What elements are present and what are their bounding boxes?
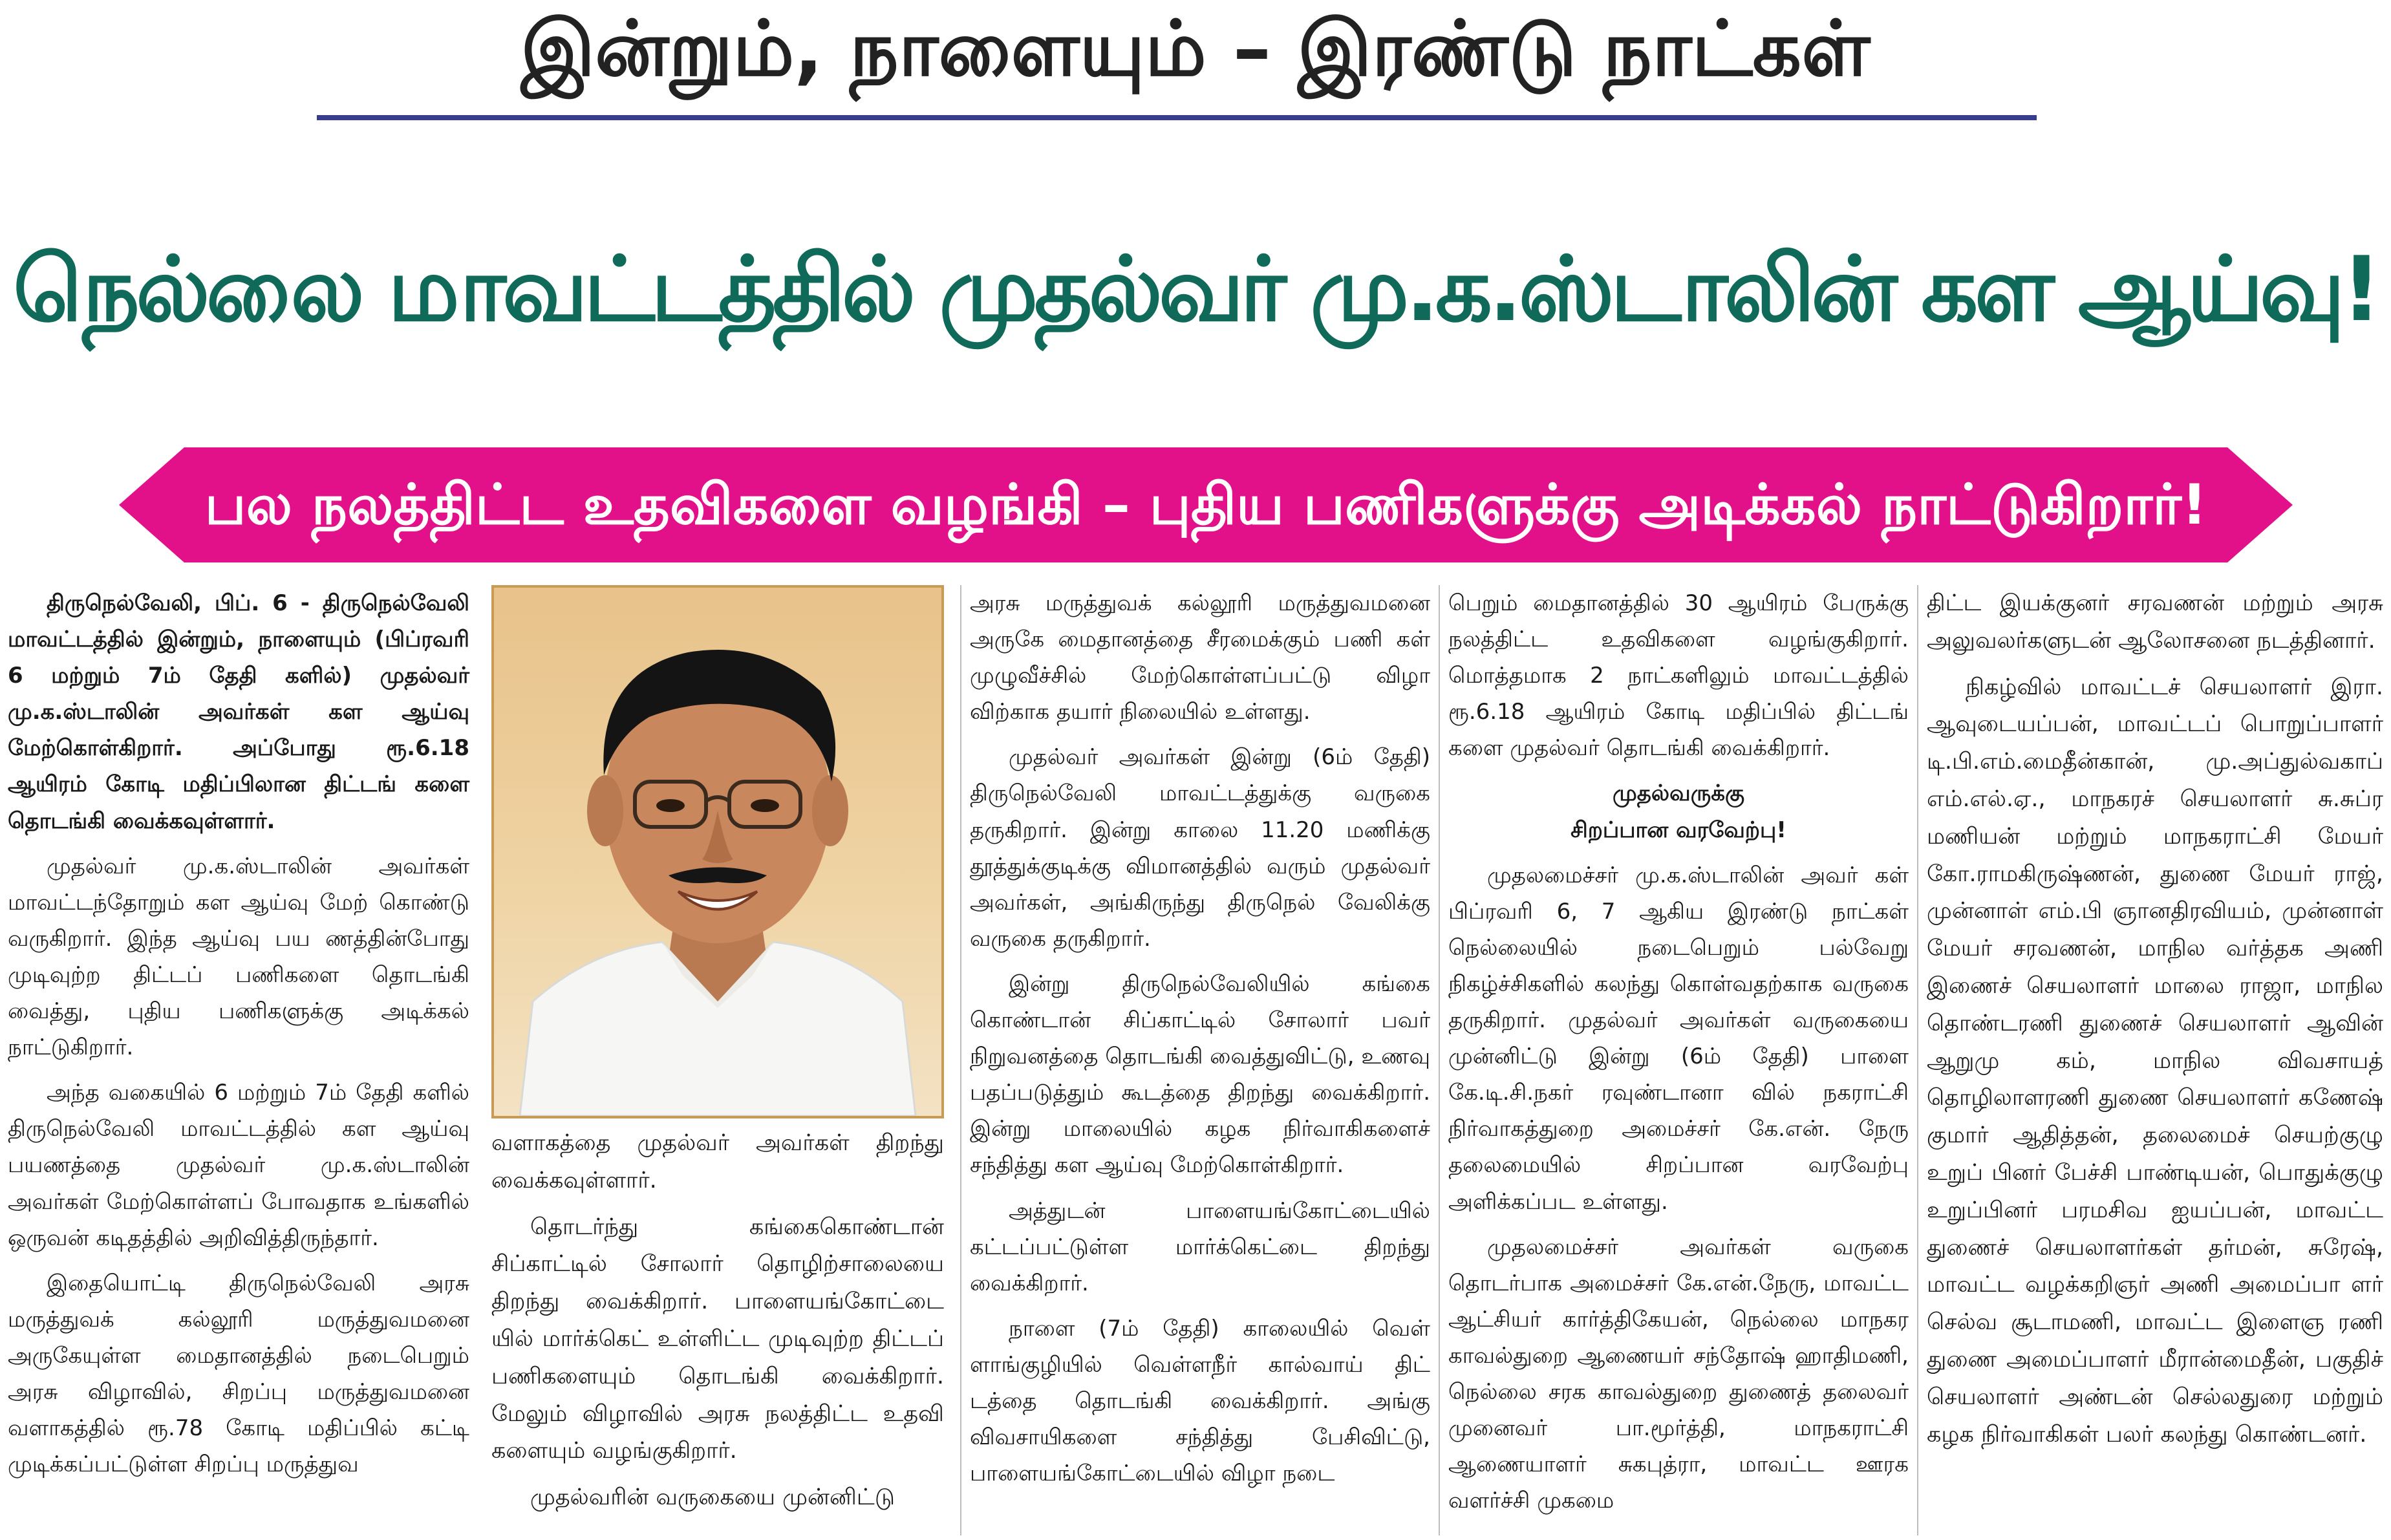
kicker-divider — [317, 115, 2037, 120]
article-paragraph: அரசு மருத்துவக் கல்லூரி மருத்துவமனை அருகே மைதானத்தை சீரமைக்கும் பணி கள் முழுவீச்சில் மேற்கொள்ளப்பட்டு விழா விற்காக தயார் நிலையில் உள்ளது. — [970, 590, 1430, 725]
article-paragraph: திட்ட இயக்குனர் சரவணன் மற்றும் அரசு அலுவலர்களுடன் ஆலோசனை நடத்தினார். — [1927, 590, 2383, 654]
dateline-paragraph: திருநெல்வேலி, பிப். 6 - திருநெல்வேலி மாவட்டத்தில் இன்றும், நாளையும் (பிப்ரவரி 6 மற்றும் 7ம் தேதி களில்) முதல்வர் மு.க.ஸ்டாலின் அவர்கள் கள ஆய்வு மேற்கொள்கிறார். அப்போது ரூ.6.18 ஆயிரம் கோடி மதிப்பிலான திட்டங் களை தொடங்கி வைக்கவுள்ளார். — [8, 590, 469, 834]
article-paragraph: தொடர்ந்து கங்கைகொண்டான் சிப்காட்டில் சோலார் தொழிற்சாலையை திறந்து வைக்கிறார். பாளையங்கோட்டை யில் மார்க்கெட் உள்ளிட்ட முடிவுற்ற திட்டப் பணிகளையும் தொடங்கி வைக்கிறார். மேலும் விழாவில் அரசு நலத்திட்ட உதவி களையும் வழங்குகிறார். — [491, 1214, 944, 1464]
article-column-2 — [491, 1125, 944, 1526]
article-column-1 — [8, 585, 469, 1492]
subheading-line-1: முதல்வருக்கு — [1613, 780, 1744, 807]
kicker-title: இன்றும், நாளையும் – இரண்டு நாட்கள் — [520, 4, 1871, 93]
article-column-4 — [1448, 585, 1909, 1528]
article-column-5 — [1927, 585, 2383, 1462]
subheading-line-2: சிறப்பான வரவேற்பு! — [1571, 817, 1786, 843]
article-paragraph: முதலமைச்சர் அவர்கள் வருகை தொடர்பாக அமைச்சர் கே.என்.நேரு, மாவட்ட ஆட்சியர் கார்த்திகேயன், நெல்லை மாநகர காவல்துறை ஆணையர் சந்தோஷ் ஹாதிமணி, நெல்லை சரக காவல்துறை துணைத் தலைவர் முனைவர் பா.மூர்த்தி, மாநகராட்சி ஆணையாளர் சுகபுத்ரா, மாவட்ட ஊரக வளர்ச்சி முகமை — [1448, 1234, 1909, 1514]
article-paragraph: இன்று திருநெல்வேலியில் கங்கை கொண்டான் சிப்காட்டில் சோலார் பவர் நிறுவனத்தை தொடங்கி வைத்துவிட்டு, உணவு பதப்படுத்தும் கூடத்தை திறந்து வைக்கிறார். இன்று மாலையில் கழக நிர்வாகிகளைச் சந்தித்து கள ஆய்வு மேற்கொள்கிறார். — [970, 970, 1430, 1179]
article-paragraph: வளாகத்தை முதல்வர் அவர்கள் திறந்து வைக்கவுள்ளார். — [491, 1130, 944, 1193]
article-paragraph: அத்துடன் பாளையங்கோட்டையில் கட்டப்பட்டுள்ள மார்க்கெட்டை திறந்து வைக்கிறார். — [970, 1197, 1430, 1296]
article-paragraph: நிகழ்வில் மாவட்டச் செயலாளர் இரா. ஆவுடையப்பன், மாவட்டப் பொறுப்பாளர் டி.பி.எம்.மைதீன்கான், மு.அப்துல்வகாப் எம்.எல்.ஏ., மாநகரச் செயலாளர் சு.சுப்ர மணியன் மற்றும் மாநகராட்சி மேயர் கோ.ராமகிருஷ்ணன், துணை மேயர் ராஜ், முன்னாள் எம்.பி ஞானதிரவியம், முன்னாள் மேயர் சரவணன், மாநில வர்த்தக அணி இணைச் செயலாளர் மாலை ராஜா, மாநில தொண்டரணி துணைச் செயலாளர் ஆவின் ஆறுமு கம், மாநில விவசாயத் தொழிலாளரணி துணை செயலாளர் கணேஷ் குமார் ஆதித்தன், தலைமைச் செயற்குழு உறுப் பினர் பேச்சி பாண்டியன், பொதுக்குழு உறுப்பினர் பரமசிவ ஐயப்பன், மாவட்ட துணைச் செயலாளர்கள் தர்மன், சுரேஷ், மாவட்ட வழக்கறிஞர் அணி அமைப்பா ளர் செல்வ சூடாமணி, மாவட்ட இளைஞ ரணி துணை அமைப்பாளர் மீரான்மைதீன், பகுதிச் செயலாளர் அண்டன் செல்லதுரை மற்றும் கழக நிர்வாகிகள் பலர் கலந்து கொண்டனர். — [1927, 674, 2383, 1448]
article-paragraph: அந்த வகையில் 6 மற்றும் 7ம் தேதி களில் திருநெல்வேலி மாவட்டத்தில் கள ஆய்வு பயணத்தை முதல்வர் மு.க.ஸ்டாலின் அவர்கள் மேற்கொள்ளப் போவதாக உங்களில் ஒருவன் கடிதத்தில் அறிவித்திருந்தார். — [8, 1080, 469, 1251]
article-paragraph: முதல்வர் மு.க.ஸ்டாலின் அவர்கள் மாவட்டந்தோறும் கள ஆய்வு மேற் கொண்டு வருகிறார். இந்த ஆய்வு பய ணத்தின்போது முடிவுற்ற திட்டப் பணிகளை தொடங்கி வைத்து, புதிய பணிகளுக்கு அடிக்கல் நாட்டுகிறார். — [8, 853, 469, 1061]
article-body — [0, 585, 2391, 1540]
article-paragraph: முதல்வர் அவர்கள் இன்று (6ம் தேதி) திருநெல்வேலி மாவட்டத்துக்கு வருகை தருகிறார். இன்று காலை 11.20 மணிக்கு தூத்துக்குடிக்கு விமானத்தில் வரும் முதல்வர் அவர்கள், அங்கிருந்து திருநெல் வேலிக்கு வருகை தருகிறார். — [970, 744, 1430, 952]
subheadline-text: பல நலத்திட்ட உதவிகளை வழங்கி – புதிய பணிகளுக்கு அடிக்கல் நாட்டுகிறார்! — [204, 473, 2207, 537]
article-column-3 — [970, 585, 1430, 1501]
article-paragraph: இதையொட்டி திருநெல்வேலி அரசு மருத்துவக் கல்லூரி மருத்துவமனை அருகேயுள்ள மைதானத்தில் நடைபெறும் அரசு விழாவில், சிறப்பு மருத்துவமனை வளாகத்தில் ரூ.78 கோடி மதிப்பில் கட்டி முடிக்கப்பட்டுள்ள சிறப்பு மருத்துவ — [8, 1270, 469, 1478]
main-headline: நெல்லை மாவட்டத்தில் முதல்வர் மு.க.ஸ்டாலின் கள ஆய்வு! — [13, 237, 2378, 341]
article-paragraph: பெறும் மைதானத்தில் 30 ஆயிரம் பேருக்கு நலத்திட்ட உதவிகளை வழங்குகிறார். மொத்தமாக 2 நாட்களிலும் மாவட்டத்தில் ரூ.6.18 ஆயிரம் கோடி மதிப்பில் திட்டங் களை முதல்வர் தொடங்கி வைக்கிறார். — [1448, 590, 1909, 762]
article-paragraph: முதல்வரின் வருகையை முன்னிட்டு — [530, 1484, 895, 1511]
article-paragraph: முதலமைச்சர் மு.க.ஸ்டாலின் அவர் கள் பிப்ரவரி 6, 7 ஆகிய இரண்டு நாட்கள் நெல்லையில் நடைபெறும் பல்வேறு நிகழ்ச்சிகளில் கலந்து கொள்வதற்காக வருகை தருகிறார். முதல்வர் அவர்கள் வருகையை முன்னிட்டு இன்று (6ம் தேதி) பாளை கே.டி.சி.நகர் ரவுண்டானா வில் நகராட்சி நிர்வாகத்துறை அமைச்சர் கே.என். நேரு தலைமையில் சிறப்பான வரவேற்பு அளிக்கப்பட உள்ளது. — [1448, 862, 1909, 1215]
article-paragraph: நாளை (7ம் தேதி) காலையில் வெள் ளாங்குழியில் வெள்ளநீர் கால்வாய் திட் டத்தை தொடங்கி வைக்கிறார். அங்கு விவசாயிகளை சந்தித்து பேசிவிட்டு, பாளையங்கோட்டையில் விழா நடை — [970, 1315, 1430, 1487]
